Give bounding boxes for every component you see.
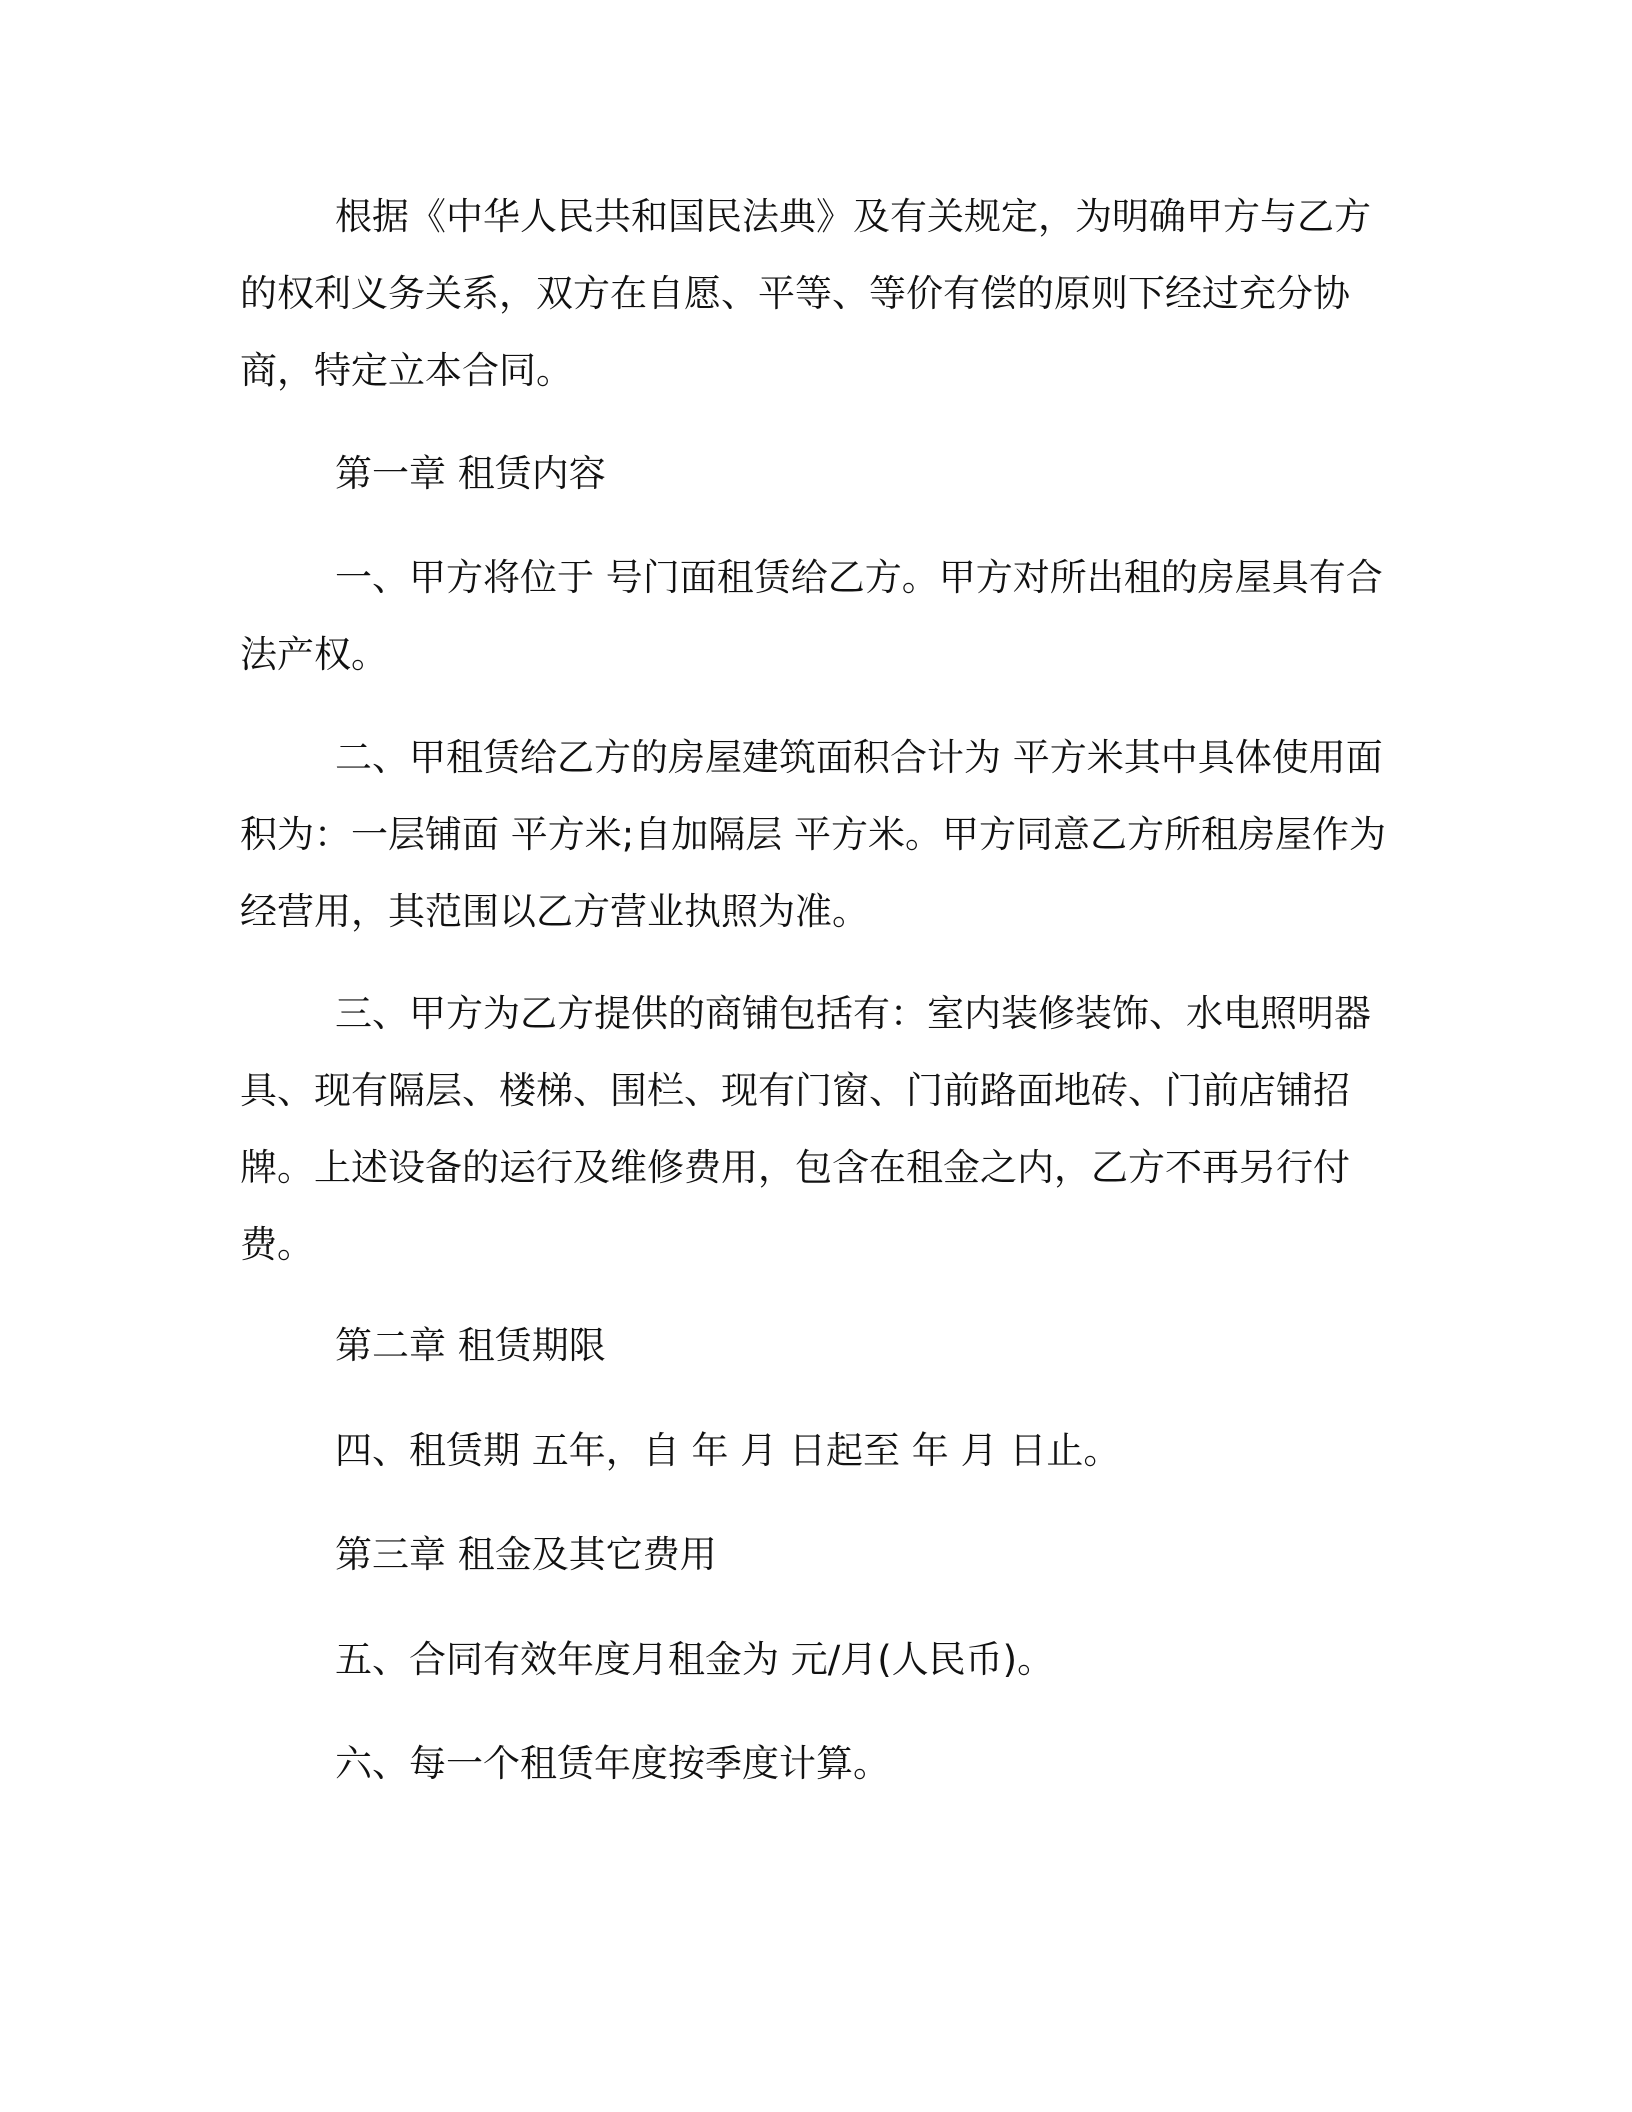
- paragraph-line: 积为：一层铺面 平方米;自加隔层 平方米。甲方同意乙方所租房屋作为: [240, 813, 1386, 856]
- paragraph-line: 费。: [240, 1223, 314, 1266]
- paragraph-line: 商，特定立本合同。: [240, 349, 573, 392]
- paragraph-line: 三、甲方为乙方提供的商铺包括有：室内装修装饰、水电照明器: [335, 992, 1371, 1035]
- paragraph-line: 四、租赁期 五年，自 年 月 日起至 年 月 日止。: [335, 1429, 1121, 1472]
- paragraph-clause-4: [240, 1412, 1380, 1489]
- paragraph-line: 经营用，其范围以乙方营业执照为准。: [240, 890, 869, 933]
- chapter-title: 第二章 租赁期限: [335, 1324, 606, 1367]
- paragraph-line: 具、现有隔层、楼梯、围栏、现有门窗、门前路面地砖、门前店铺招: [240, 1069, 1350, 1112]
- paragraph-line: 五、合同有效年度月租金为 元/月(人民币)。: [335, 1638, 1055, 1681]
- paragraph-line: 的权利义务关系，双方在自愿、平等、等价有偿的原则下经过充分协: [240, 272, 1350, 315]
- paragraph-line: 法产权。: [240, 633, 388, 676]
- paragraph-clause-1: [240, 539, 1383, 693]
- paragraph-line: 六、每一个租赁年度按季度计算。: [335, 1742, 890, 1785]
- chapter-heading: [240, 1516, 1380, 1593]
- chapter-heading: [240, 435, 1380, 512]
- paragraph-line: 一、甲方将位于 号门面租赁给乙方。甲方对所出租的房屋具有合: [335, 556, 1383, 599]
- paragraph-clause-3: [240, 975, 1380, 1283]
- paragraph-line: 牌。上述设备的运行及维修费用，包含在租金之内，乙方不再另行付: [240, 1146, 1350, 1189]
- paragraph-clause-2: [240, 719, 1386, 950]
- paragraph-clause-6: [240, 1725, 1380, 1802]
- paragraph-clause-5: [240, 1621, 1380, 1698]
- chapter-title: 第一章 租赁内容: [335, 452, 606, 495]
- chapter-heading: [240, 1307, 1380, 1384]
- paragraph-line: 二、甲租赁给乙方的房屋建筑面积合计为 平方米其中具体使用面: [335, 736, 1383, 779]
- chapter-title: 第三章 租金及其它费用: [335, 1533, 717, 1576]
- paragraph-line: 根据《中华人民共和国民法典》及有关规定，为明确甲方与乙方: [335, 195, 1371, 238]
- paragraph-intro: [240, 178, 1380, 409]
